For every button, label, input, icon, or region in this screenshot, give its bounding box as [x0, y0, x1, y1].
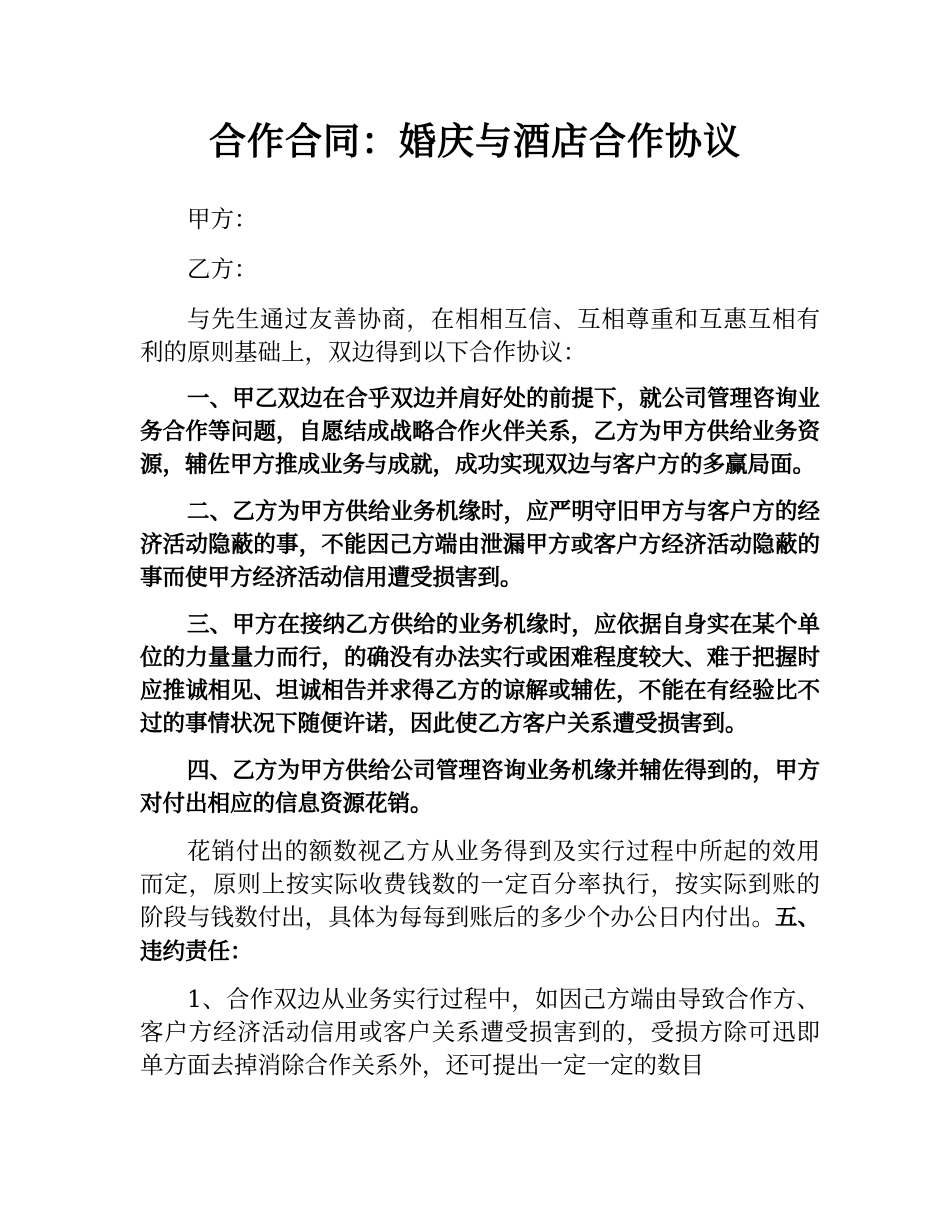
clause-5-item-1: 1、合作双边从业务实行过程中，如因己方端由导致合作方、客户方经济活动信用或客户关系遭受损害到的，受损方除可迅即单方面去掉消除合作关系外，还可提出一定一定的数目 — [140, 985, 820, 1079]
document-title: 合作合同：婚庆与酒店合作协议 — [209, 120, 741, 163]
document-body — [140, 203, 820, 1096]
fee-text: 花销付出的额数视乙方从业务得到及实行过程中所起的效用而定，原则上按实际收费钱数的一定百分率执行，按实际到账的阶段与钱数付出，具体为每每到账后的多少个办公日内付出。 — [140, 837, 820, 931]
clause-5-heading: 五、违约责任： — [140, 905, 820, 965]
clause-1: 一、甲乙双边在合乎双边并肩好处的前提下，就公司管理咨询业务合作等问题，自愿结成战略合作火伴关系，乙方为甲方供给业务资源，辅佐甲方推成业务与成就，成功实现双边与客户方的多赢局面。 — [140, 386, 820, 478]
party-b-line: 乙方： — [187, 255, 258, 283]
clause-3: 三、甲方在接纳乙方供给的业务机缘时，应依据自身实在某个单位的力量量力而行，的确没有办法实行或困难程度较大、难于把握时应推诚相见、坦诚相告并求得乙方的谅解或辅佐，不能在有经验比不过的事情状况下随便许诺，因此使乙方客户关系遭受损害到。 — [140, 612, 820, 737]
clause-4: 四、乙方为甲方供给公司管理咨询业务机缘并辅佐得到的，甲方对付出相应的信息资源花销。 — [140, 758, 820, 817]
fee-paragraph — [140, 835, 820, 969]
clause-2: 二、乙方为甲方供给业务机缘时，应严明守旧甲方与客户方的经济活动隐蔽的事，不能因己方端由泄漏甲方或客户方经济活动隐蔽的事而使甲方经济活动信用遭受损害到。 — [140, 499, 820, 591]
intro-paragraph: 与先生通过友善协商，在相相互信、互相尊重和互惠互相有利的原则基础上，双边得到以下合作协议： — [140, 305, 820, 366]
party-a-line: 甲方： — [187, 205, 258, 233]
